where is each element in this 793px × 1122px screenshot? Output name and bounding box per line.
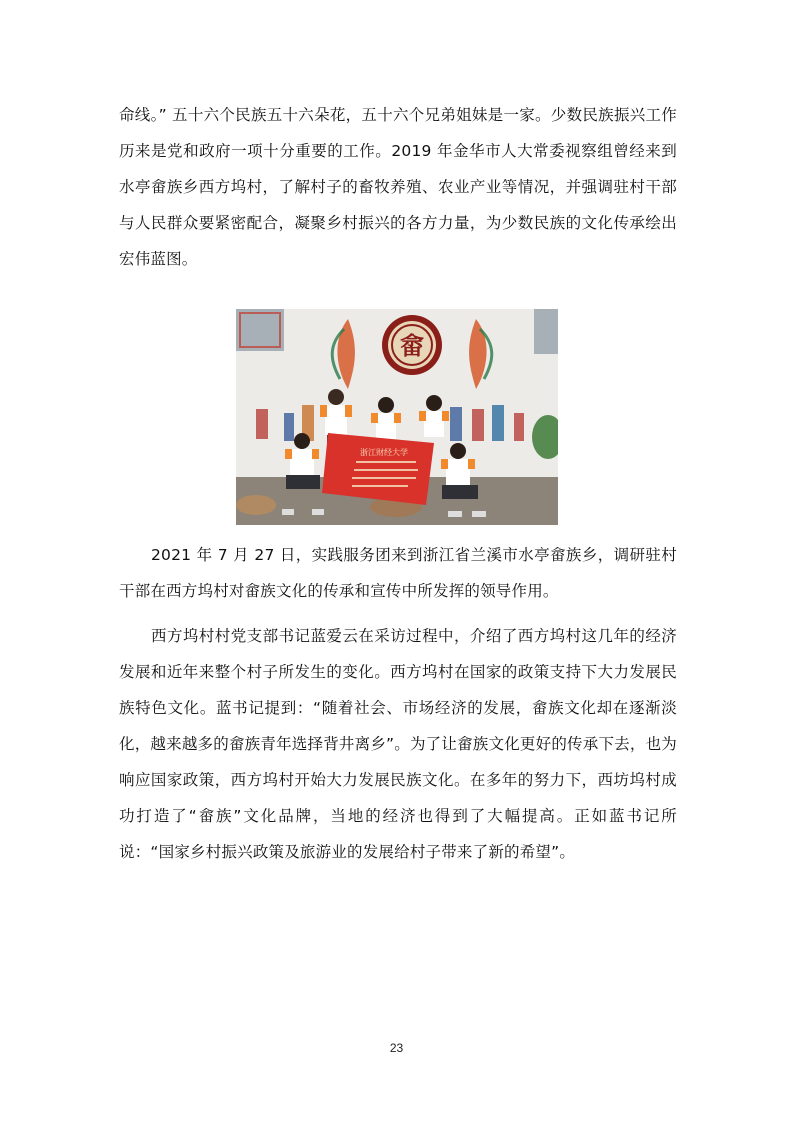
page-number: 23 <box>389 1041 404 1055</box>
photo-stone <box>236 495 276 515</box>
photo-wall-pattern-left <box>236 309 284 351</box>
body-paragraph-1: 命线。” 五十六个民族五十六朵花，五十六个兄弟姐妹是一家。少数民族振兴工作历来是党和政府一项十分重要的工作。2019 年金华市人大常委视察组曾经来到水亭畲族乡西方坞村，了解村子的畜牧养殖、农业产业等情况，并强调驻村干部与人民群众要紧密配合，凝聚乡村振兴的各方力量，为少数民族的文化传承绘出宏伟蓝图。 <box>119 106 677 268</box>
photo-practice-team <box>236 309 558 525</box>
photo-wall-pattern-right <box>534 309 558 354</box>
body-paragraph-3: 西方坞村村党支部书记蓝爱云在采访过程中，介绍了西方坞村这几年的经济发展和近年来整个村子所发生的变化。西方坞村在国家的政策支持下大力发展民族特色文化。蓝书记提到：“随着社会、市场经济的发展，畲族文化却在逐渐淡化，越来越多的畲族青年选择背井离乡”。为了让畲族文化更好的传承下去，也为响应国家政策，西方坞村开始大力发展民族文化。在多年的努力下，西坊坞村成功打造了“畲族”文化品牌，当地的经济也得到了大幅提高。正如蓝书记所说：“国家乡村振兴政策及旅游业的发展给村子带来了新的希望”。 <box>119 627 677 861</box>
body-paragraph-2: 2021 年 7 月 27 日，实践服务团来到浙江省兰溪市水亭畲族乡，调研驻村干部在西方坞村对畲族文化的传承和宣传中所发挥的领导作用。 <box>119 546 677 600</box>
photo-flag-title: 浙江财经大学 <box>360 448 408 457</box>
photo-emblem-char: 畲 <box>400 332 424 360</box>
photo-flag <box>322 433 434 505</box>
